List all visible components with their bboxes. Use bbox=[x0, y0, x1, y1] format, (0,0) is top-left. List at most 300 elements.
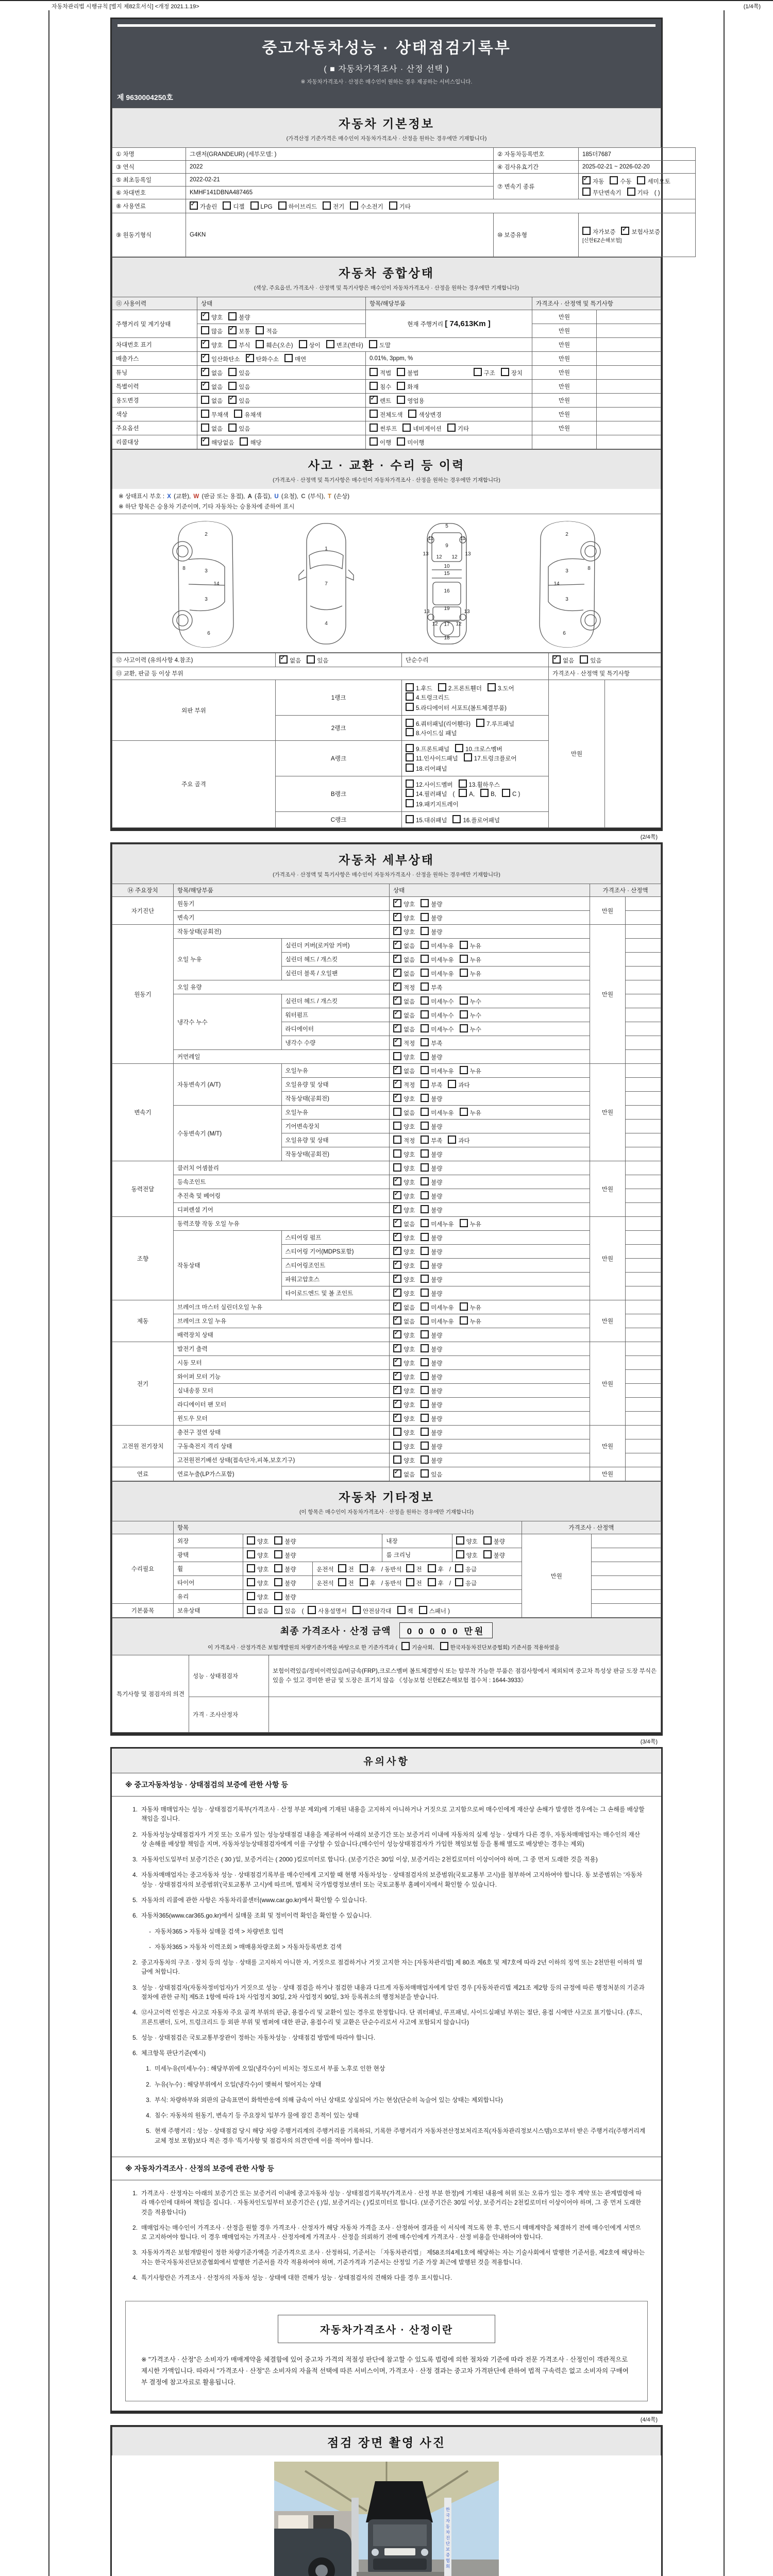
checkbox[interactable] bbox=[421, 1358, 429, 1366]
option-label: 없음 bbox=[404, 1319, 415, 1325]
item-sublabel: 파워고압호스 bbox=[281, 1273, 390, 1286]
part-number-label: 19 bbox=[444, 606, 450, 612]
table-row bbox=[112, 1217, 661, 1231]
checkbox[interactable] bbox=[284, 354, 293, 362]
checkbox[interactable] bbox=[421, 1163, 429, 1172]
title-rule bbox=[117, 24, 656, 27]
checkbox[interactable] bbox=[279, 655, 288, 664]
checkbox[interactable] bbox=[274, 1550, 282, 1558]
checkbox[interactable] bbox=[247, 1550, 255, 1558]
checkbox[interactable] bbox=[502, 789, 510, 797]
option-label: 양호 bbox=[257, 1595, 269, 1601]
checkbox[interactable] bbox=[428, 1564, 436, 1572]
checkbox[interactable] bbox=[369, 410, 378, 418]
checkbox[interactable] bbox=[406, 692, 414, 701]
option bbox=[393, 1108, 415, 1117]
checkbox[interactable] bbox=[201, 423, 209, 432]
note-cell bbox=[626, 1217, 661, 1231]
checkbox[interactable] bbox=[501, 368, 509, 376]
checkbox[interactable] bbox=[421, 1219, 429, 1227]
checkbox[interactable] bbox=[406, 719, 414, 727]
checkbox[interactable] bbox=[247, 1592, 255, 1600]
checkbox[interactable] bbox=[428, 1578, 436, 1586]
checkbox[interactable] bbox=[393, 1163, 401, 1172]
checkbox[interactable] bbox=[393, 1052, 401, 1060]
checkbox[interactable] bbox=[393, 1372, 401, 1380]
notice-number: 2. bbox=[132, 2224, 138, 2231]
checkbox[interactable] bbox=[350, 201, 358, 210]
state-cell bbox=[390, 1314, 590, 1328]
checkbox[interactable] bbox=[389, 201, 397, 210]
checkbox[interactable] bbox=[421, 1344, 429, 1352]
checkbox[interactable] bbox=[393, 1261, 401, 1269]
option-label: 양호 bbox=[404, 1430, 415, 1436]
checkbox[interactable] bbox=[247, 1536, 255, 1545]
checkbox[interactable] bbox=[421, 1302, 429, 1311]
note-cell bbox=[626, 1259, 661, 1273]
checkbox[interactable] bbox=[448, 1080, 456, 1088]
checkbox[interactable] bbox=[406, 815, 414, 823]
checkbox[interactable] bbox=[421, 1136, 429, 1144]
checkbox[interactable] bbox=[460, 1108, 468, 1116]
item-sublabel: 스티어링 기어(MDPS포함) bbox=[281, 1245, 390, 1259]
checkbox[interactable] bbox=[397, 437, 405, 446]
option-label: 누유 bbox=[469, 1319, 481, 1325]
option-label: 불량 bbox=[431, 929, 443, 936]
option bbox=[421, 1247, 442, 1256]
checkbox[interactable] bbox=[460, 941, 468, 949]
item-label: 와이퍼 모터 기능 bbox=[174, 1370, 390, 1384]
checkbox[interactable] bbox=[421, 969, 429, 977]
checkbox[interactable] bbox=[402, 423, 411, 432]
field-label: ⑥ 차대번호 bbox=[112, 187, 186, 199]
option-label: 미이행 bbox=[407, 440, 425, 446]
checkbox[interactable] bbox=[406, 683, 414, 691]
part-number-label: 18 bbox=[444, 635, 450, 641]
option-text: ( bbox=[452, 791, 455, 798]
checkbox[interactable] bbox=[228, 312, 237, 320]
checkbox[interactable] bbox=[483, 1536, 492, 1545]
option bbox=[421, 969, 453, 978]
checkbox[interactable] bbox=[278, 201, 287, 210]
checkbox[interactable] bbox=[397, 368, 405, 376]
checkbox[interactable] bbox=[421, 982, 429, 991]
option bbox=[421, 1038, 442, 1047]
checkbox[interactable] bbox=[460, 1066, 468, 1074]
checkbox[interactable] bbox=[393, 1330, 401, 1338]
page-marker-2: (2/4쪽) bbox=[640, 834, 658, 840]
checkbox[interactable] bbox=[421, 1372, 429, 1380]
checkbox[interactable] bbox=[393, 941, 401, 949]
state-cell bbox=[197, 324, 366, 338]
checkbox[interactable] bbox=[369, 368, 378, 376]
checkbox[interactable] bbox=[421, 1316, 429, 1325]
checkbox[interactable] bbox=[228, 340, 237, 348]
checkbox[interactable] bbox=[582, 227, 591, 235]
option bbox=[421, 1386, 442, 1395]
checkbox[interactable] bbox=[201, 396, 209, 404]
checkbox[interactable] bbox=[455, 1564, 463, 1572]
checkbox[interactable] bbox=[460, 1316, 468, 1325]
item-label: 작동상태(공회전) bbox=[174, 925, 390, 939]
checkbox[interactable] bbox=[406, 753, 414, 761]
option-label: 침수 bbox=[380, 384, 392, 391]
checkbox[interactable] bbox=[448, 1136, 456, 1144]
checkbox[interactable] bbox=[393, 1455, 401, 1464]
checkbox[interactable] bbox=[582, 176, 591, 184]
notice-number: 2. bbox=[146, 2080, 151, 2088]
checkbox[interactable] bbox=[421, 941, 429, 949]
checkbox[interactable] bbox=[397, 396, 405, 404]
section-subtitle: (색상, 주요옵션, 가격조사 · 산정액 및 특기사항은 매수인이 자동차가격조사 · 산정을 원하는 경우에만 기재합니다) bbox=[254, 285, 519, 291]
checkbox[interactable] bbox=[480, 789, 489, 797]
note-cell bbox=[626, 1439, 661, 1453]
checkbox[interactable] bbox=[406, 779, 414, 788]
checkbox[interactable] bbox=[393, 1428, 401, 1436]
checkbox[interactable] bbox=[460, 969, 468, 977]
note-cell bbox=[597, 380, 661, 394]
checkbox[interactable] bbox=[421, 1038, 429, 1046]
checkbox[interactable] bbox=[421, 955, 429, 963]
option bbox=[299, 340, 321, 349]
checkbox[interactable] bbox=[274, 1606, 282, 1614]
checkbox[interactable] bbox=[393, 1024, 401, 1032]
checkbox[interactable] bbox=[393, 982, 401, 991]
checkbox[interactable] bbox=[408, 410, 416, 418]
checkbox[interactable] bbox=[393, 1177, 401, 1185]
checkbox[interactable] bbox=[369, 396, 378, 404]
checkbox[interactable] bbox=[393, 1136, 401, 1144]
option bbox=[352, 1606, 392, 1615]
note-cell bbox=[626, 1467, 661, 1481]
checkbox[interactable] bbox=[459, 789, 467, 797]
checkbox[interactable] bbox=[460, 1024, 468, 1032]
option bbox=[421, 1275, 442, 1284]
checkbox[interactable] bbox=[393, 1289, 401, 1297]
part-number-label: 8 bbox=[587, 566, 591, 571]
checkbox[interactable] bbox=[421, 1455, 429, 1464]
checkbox[interactable] bbox=[338, 1564, 346, 1572]
checkbox[interactable] bbox=[393, 1205, 401, 1213]
option bbox=[460, 1316, 481, 1326]
option-label: 양호 bbox=[211, 315, 223, 321]
option-label: 양호 bbox=[404, 929, 415, 936]
checkbox[interactable] bbox=[459, 779, 467, 788]
checkbox[interactable] bbox=[228, 326, 237, 334]
checkbox[interactable] bbox=[369, 382, 378, 390]
checkbox[interactable] bbox=[228, 423, 237, 432]
checkbox[interactable] bbox=[393, 969, 401, 977]
part-number-label: 13 bbox=[465, 551, 471, 557]
checkbox[interactable] bbox=[393, 1108, 401, 1116]
checkbox[interactable] bbox=[406, 728, 414, 736]
checkbox[interactable] bbox=[393, 1010, 401, 1019]
checkbox[interactable] bbox=[393, 1219, 401, 1227]
checkbox[interactable] bbox=[246, 354, 254, 362]
checkbox[interactable] bbox=[393, 1038, 401, 1046]
option bbox=[201, 326, 223, 335]
checkbox[interactable] bbox=[627, 188, 635, 196]
checkbox[interactable] bbox=[250, 201, 259, 210]
checkbox[interactable] bbox=[421, 1261, 429, 1269]
field-label: ② 자동차등록번호 bbox=[494, 148, 579, 161]
checkbox[interactable] bbox=[393, 1275, 401, 1283]
checkbox[interactable] bbox=[421, 1024, 429, 1032]
field-label: ⑦ 변속기 종류 bbox=[494, 174, 579, 199]
checkbox[interactable] bbox=[421, 1191, 429, 1199]
checkbox[interactable] bbox=[256, 340, 264, 348]
checkbox[interactable] bbox=[393, 1400, 401, 1408]
checkbox[interactable] bbox=[406, 703, 414, 711]
checkbox[interactable] bbox=[393, 1122, 401, 1130]
checkbox[interactable] bbox=[393, 913, 401, 921]
option bbox=[406, 703, 507, 712]
checkbox[interactable] bbox=[393, 1233, 401, 1241]
checkbox[interactable] bbox=[393, 1344, 401, 1352]
checkbox[interactable] bbox=[421, 1122, 429, 1130]
table-row bbox=[112, 1342, 661, 1356]
checkbox[interactable] bbox=[460, 1219, 468, 1227]
checkbox[interactable] bbox=[440, 1642, 448, 1650]
option-label: 해당 bbox=[250, 440, 262, 446]
checkbox[interactable] bbox=[637, 176, 645, 184]
checkbox[interactable] bbox=[360, 1578, 368, 1586]
checkbox[interactable] bbox=[421, 1094, 429, 1102]
checkbox[interactable] bbox=[369, 423, 378, 432]
checkbox[interactable] bbox=[421, 1177, 429, 1185]
checkbox[interactable] bbox=[352, 1606, 361, 1614]
checkbox[interactable] bbox=[421, 1066, 429, 1074]
checkbox[interactable] bbox=[338, 1578, 346, 1586]
checkbox[interactable] bbox=[421, 1052, 429, 1060]
checkbox[interactable] bbox=[421, 1442, 429, 1450]
checkbox[interactable] bbox=[488, 683, 496, 691]
option bbox=[393, 955, 415, 964]
checkbox[interactable] bbox=[421, 1386, 429, 1394]
checkbox[interactable] bbox=[421, 1247, 429, 1255]
checkbox[interactable] bbox=[452, 815, 461, 823]
checkbox[interactable] bbox=[483, 1550, 492, 1558]
option bbox=[393, 1302, 415, 1312]
state-cell bbox=[390, 1342, 590, 1356]
option-label: 있음 bbox=[239, 370, 250, 377]
option bbox=[397, 1606, 413, 1615]
checkbox[interactable] bbox=[421, 899, 429, 907]
option-label: 잭 bbox=[407, 1608, 413, 1615]
option bbox=[460, 1108, 481, 1117]
checkbox[interactable] bbox=[393, 1386, 401, 1394]
item-cell bbox=[366, 366, 532, 380]
state-cell bbox=[390, 1161, 590, 1175]
checkbox[interactable] bbox=[369, 437, 378, 446]
item-category-label: 수동변속기 (M/T) bbox=[174, 1106, 282, 1161]
checkbox[interactable] bbox=[393, 955, 401, 963]
option-label: 불량 bbox=[284, 1595, 296, 1601]
checkbox[interactable] bbox=[421, 1330, 429, 1338]
checkbox[interactable] bbox=[326, 340, 334, 348]
checkbox[interactable] bbox=[201, 368, 209, 376]
checkbox[interactable] bbox=[397, 382, 405, 390]
rank-items bbox=[402, 680, 549, 716]
checkbox[interactable] bbox=[421, 1108, 429, 1116]
checkbox[interactable] bbox=[397, 1606, 406, 1614]
checkbox[interactable] bbox=[621, 227, 629, 235]
checkbox[interactable] bbox=[455, 1578, 463, 1586]
checkbox[interactable] bbox=[552, 655, 561, 664]
checkbox[interactable] bbox=[256, 326, 264, 334]
checkbox[interactable] bbox=[406, 1564, 414, 1572]
checkbox[interactable] bbox=[393, 1442, 401, 1450]
checkbox[interactable] bbox=[406, 764, 414, 772]
checkbox[interactable] bbox=[421, 1205, 429, 1213]
checkbox[interactable] bbox=[438, 683, 446, 691]
price-survey-box-body: ※ "가격조사 · 산정"은 소비자가 매매계약을 체결함에 있어 중고차 가격의 적절성 판단에 참고할 수 있도록 법령에 의한 절차와 기준에 따라 전문 가격조사 · 산정인이 객관적으로 제시한 가액입니다. 따라서 "가격조사 · 산정"은 소비자의 자율적 선택에 따른 서비스이며, 가격조사 · 산정 결과는 중고차 가격판단에 관하여 법적 구속력은 없고 소비자의 구매여부 결정에 참고자료로 활용됩니다. bbox=[141, 2356, 629, 2386]
state-cell bbox=[390, 925, 590, 939]
checkbox[interactable] bbox=[274, 1564, 282, 1572]
checkbox[interactable] bbox=[393, 1358, 401, 1366]
checkbox[interactable] bbox=[201, 340, 209, 348]
checkbox[interactable] bbox=[393, 1094, 401, 1102]
checkbox[interactable] bbox=[393, 1191, 401, 1199]
checkbox[interactable] bbox=[228, 368, 237, 376]
checkbox[interactable] bbox=[393, 1469, 401, 1478]
checkbox[interactable] bbox=[421, 1233, 429, 1241]
option-label: 불량 bbox=[431, 1166, 443, 1172]
checkbox[interactable] bbox=[474, 368, 482, 376]
checkbox[interactable] bbox=[406, 789, 414, 797]
checkbox[interactable] bbox=[406, 799, 414, 807]
checkbox[interactable] bbox=[401, 1642, 410, 1650]
option bbox=[460, 1024, 481, 1033]
part-number-label: 14 bbox=[553, 581, 560, 587]
checkbox[interactable] bbox=[460, 1010, 468, 1019]
option bbox=[393, 1080, 415, 1089]
checkbox[interactable] bbox=[393, 1414, 401, 1422]
checkbox[interactable] bbox=[201, 410, 209, 418]
option-label: 양호 bbox=[404, 1416, 415, 1422]
checkbox[interactable] bbox=[247, 1606, 255, 1614]
checkbox[interactable] bbox=[464, 753, 472, 761]
item-label: 구동축전지 격리 상태 bbox=[174, 1439, 390, 1453]
checkbox[interactable] bbox=[274, 1592, 282, 1600]
checkbox[interactable] bbox=[393, 1316, 401, 1325]
checkbox[interactable] bbox=[274, 1578, 282, 1586]
checkbox[interactable] bbox=[299, 340, 307, 348]
checkbox[interactable] bbox=[274, 1536, 282, 1545]
checkbox[interactable] bbox=[476, 719, 484, 727]
damage-symbol: T bbox=[327, 494, 332, 500]
checkbox[interactable] bbox=[223, 201, 231, 210]
checkbox[interactable] bbox=[393, 996, 401, 1005]
law-reference: 자동차관리법 시행규칙 [별지 제82호서식] <개정 2021.1.19> bbox=[52, 4, 199, 10]
checkbox[interactable] bbox=[582, 188, 591, 196]
checkbox[interactable] bbox=[460, 955, 468, 963]
checkbox[interactable] bbox=[455, 744, 463, 752]
checkbox[interactable] bbox=[421, 1414, 429, 1422]
checkbox[interactable] bbox=[460, 996, 468, 1005]
checkbox[interactable] bbox=[201, 437, 209, 446]
checkbox[interactable] bbox=[190, 201, 198, 210]
notice-item bbox=[129, 1983, 646, 2002]
option-label: 없음 bbox=[404, 1472, 415, 1478]
checkbox[interactable] bbox=[421, 1428, 429, 1436]
checkbox[interactable] bbox=[456, 1550, 464, 1558]
checkbox[interactable] bbox=[308, 1606, 316, 1614]
checkbox[interactable] bbox=[421, 1010, 429, 1019]
group-label: 수리필요 bbox=[112, 1534, 174, 1604]
checkbox[interactable] bbox=[393, 899, 401, 907]
checkbox[interactable] bbox=[421, 1289, 429, 1297]
note-cell bbox=[626, 1300, 661, 1314]
checkbox[interactable] bbox=[406, 1578, 414, 1586]
option bbox=[421, 1219, 453, 1228]
checkbox[interactable] bbox=[421, 927, 429, 935]
checkbox[interactable] bbox=[393, 1302, 401, 1311]
notice-number: 3. bbox=[132, 2249, 138, 2257]
checkbox[interactable] bbox=[323, 201, 331, 210]
checkbox[interactable] bbox=[421, 996, 429, 1005]
field-label: ⑩ 보증유형 bbox=[494, 213, 579, 257]
checkbox[interactable] bbox=[393, 927, 401, 935]
checkbox[interactable] bbox=[228, 396, 237, 404]
checkbox[interactable] bbox=[610, 176, 618, 184]
option bbox=[402, 423, 442, 433]
option bbox=[201, 368, 223, 377]
checkbox[interactable] bbox=[360, 1564, 368, 1572]
checkbox[interactable] bbox=[419, 1606, 427, 1614]
table-row bbox=[112, 421, 661, 435]
option bbox=[201, 340, 223, 349]
checkbox[interactable] bbox=[307, 655, 315, 664]
checkbox[interactable] bbox=[247, 1578, 255, 1586]
checkbox[interactable] bbox=[234, 410, 242, 418]
option bbox=[393, 1386, 415, 1395]
checkbox[interactable] bbox=[421, 913, 429, 921]
checkbox[interactable] bbox=[228, 382, 237, 390]
checkbox[interactable] bbox=[580, 655, 588, 664]
checkbox[interactable] bbox=[393, 1247, 401, 1255]
option-label: 양호 bbox=[404, 1166, 415, 1172]
checkbox[interactable] bbox=[393, 1066, 401, 1074]
option-text: / 동반석 bbox=[381, 1567, 402, 1573]
checkbox[interactable] bbox=[393, 1080, 401, 1088]
checkbox[interactable] bbox=[456, 1536, 464, 1545]
final-price-strip bbox=[112, 1618, 661, 1655]
checkbox[interactable] bbox=[201, 326, 209, 334]
state-cell bbox=[390, 967, 590, 980]
checkbox[interactable] bbox=[421, 1275, 429, 1283]
checkbox[interactable] bbox=[240, 437, 248, 446]
checkbox[interactable] bbox=[421, 1149, 429, 1158]
option bbox=[419, 1606, 450, 1615]
checkbox[interactable] bbox=[201, 354, 209, 362]
checkbox[interactable] bbox=[421, 1469, 429, 1478]
checkbox[interactable] bbox=[447, 423, 456, 432]
checkbox[interactable] bbox=[421, 1080, 429, 1088]
checkbox[interactable] bbox=[421, 1400, 429, 1408]
checkbox[interactable] bbox=[369, 340, 377, 348]
checkbox[interactable] bbox=[460, 1302, 468, 1311]
option-label: 13.휠하우스 bbox=[468, 782, 500, 788]
checkbox[interactable] bbox=[406, 744, 414, 752]
state-cell bbox=[390, 1467, 590, 1481]
checkbox[interactable] bbox=[201, 312, 209, 320]
notice-item bbox=[129, 1927, 646, 1936]
checkbox[interactable] bbox=[247, 1564, 255, 1572]
checkbox[interactable] bbox=[201, 382, 209, 390]
checkbox[interactable] bbox=[393, 1149, 401, 1158]
damage-symbol-label: (손상) bbox=[334, 494, 350, 500]
